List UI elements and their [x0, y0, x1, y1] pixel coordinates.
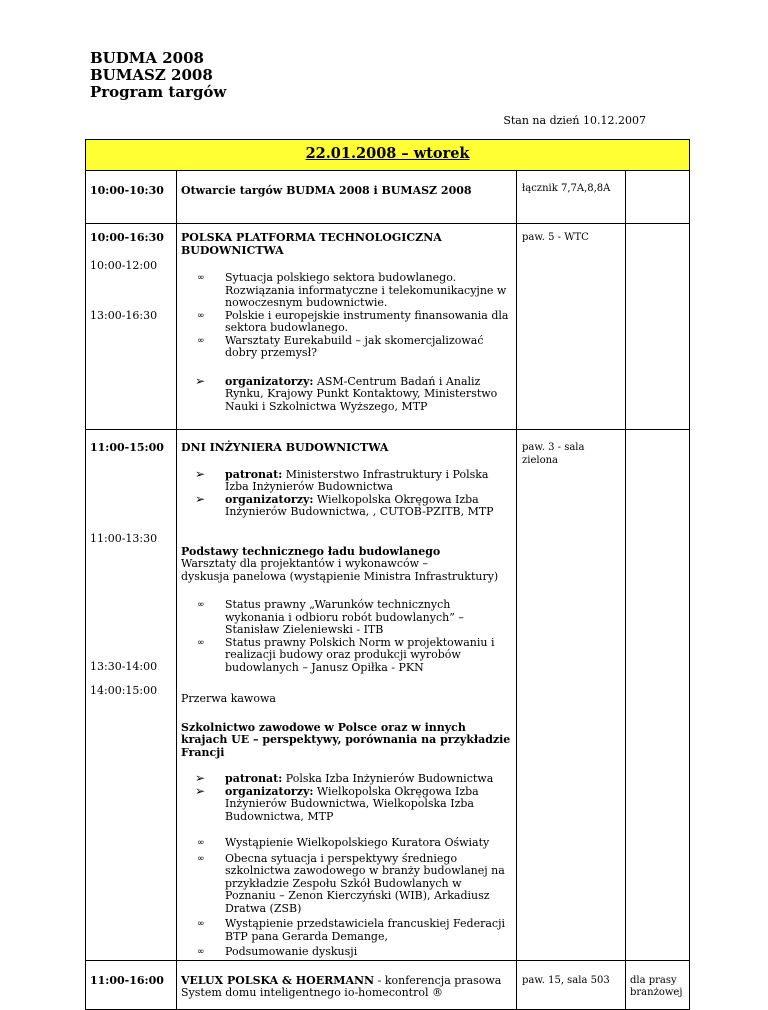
patron-label: patronat:	[225, 772, 283, 785]
organizers-label: organizatorzy:	[225, 374, 314, 388]
time-cell	[86, 171, 177, 224]
list-item	[225, 786, 512, 824]
list-item: ∞ Wystąpienie przedstawiciela francuskiej Federacji BTP pana Gerarda Demange,	[225, 918, 512, 943]
time-label: 11:00-16:00	[90, 973, 164, 987]
organizers-label: organizatorzy:	[225, 492, 314, 506]
list-item: ∞ Polskie i europejskie instrumenty finansowania dla sektora budowlanego.	[225, 310, 512, 335]
note-cell	[626, 430, 690, 961]
sub-time-label: 13:30-14:00	[90, 660, 158, 673]
event-title-rest: - konferencja prasowa	[374, 973, 502, 987]
organizers-text: Wielkopolska Okręgowa Izba Inżynierów Budownictwa, , CUTOB-PZITB, MTP	[225, 492, 494, 518]
topic-list	[181, 272, 512, 360]
place-cell	[517, 960, 626, 1009]
session-description: dyskusja panelowa (wystąpienie Ministra Infrastruktury)	[181, 569, 499, 583]
time-cell	[86, 224, 177, 430]
list-item: ∞ Warsztaty Eurekabuild – jak skomercjalizować dobry przemysł?	[225, 335, 512, 360]
list-item: ∞ Podsumowanie dyskusji	[225, 946, 512, 959]
program-table	[85, 139, 690, 1010]
note-cell	[626, 960, 690, 1009]
organizers-text: ASM-Centrum Badań i Analiz Rynku, Krajowy Punkt Kontaktowy, Ministerstwo Nauki i Szkolnictwa Wyższego, MTP	[225, 374, 498, 413]
organizers-label: organizatorzy:	[225, 784, 314, 798]
event-title: Otwarcie targów BUDMA 2008 i BUMASZ 2008	[181, 184, 472, 197]
event-cell	[177, 430, 517, 961]
time-cell	[86, 960, 177, 1009]
note-label: dla prasy branżowej	[630, 974, 683, 998]
day-title: 22.01.2008 – wtorek	[305, 145, 470, 163]
session-title: Przerwa kawowa	[181, 692, 276, 705]
day-header-cell	[86, 140, 690, 171]
sub-time-label: 14:00:15:00	[90, 683, 158, 697]
table-row	[86, 171, 690, 224]
sub-time-label: 10:00-12:00	[90, 258, 158, 272]
session-title: Szkolnictwo zawodowe w Polsce oraz w innych krajach UE – perspektywy, porównania na przykładzie Francji	[181, 720, 511, 759]
document-header	[90, 50, 226, 101]
table-row	[86, 430, 690, 961]
organizers-text: Wielkopolska Okręgowa Izba Inżynierów Budownictwa, Wielkopolska Izba Budownictwa, MTP	[225, 784, 479, 823]
event-title: VELUX POLSKA & HOERMANN	[181, 973, 375, 987]
session-title: Podstawy technicznego ładu budowlanego	[181, 544, 441, 558]
list-item	[225, 376, 512, 414]
place-cell	[517, 430, 626, 961]
time-label: 10:00-16:30	[90, 231, 164, 244]
event-subtitle: System domu inteligentnego io-homecontrol ®	[181, 986, 443, 999]
place-cell	[517, 224, 626, 430]
list-item: ∞ Status prawny „Warunków technicznych wykonania i odbioru robót budowlanych” – Stanisław Zieleniewski - ITB	[225, 599, 512, 637]
list-item	[225, 494, 512, 519]
event-cell	[177, 960, 517, 1009]
list-item: ∞ Status prawny Polskich Norm w projektowaniu i realizacji budowy oraz produkcji wyrobów budowlanych – Janusz Opiłka - PKN	[225, 637, 512, 675]
time-cell	[86, 430, 177, 961]
list-item	[225, 469, 512, 494]
event-cell	[177, 224, 517, 430]
table-row	[86, 960, 690, 1009]
place-label: łącznik 7,7A,8,8A	[522, 183, 611, 194]
note-cell	[626, 224, 690, 430]
status-date: Stan na dzień 10.12.2007	[503, 114, 646, 127]
time-label: 11:00-15:00	[90, 441, 164, 454]
patron-text: Polska Izba Inżynierów Budownictwa	[282, 772, 494, 785]
topic-list	[181, 599, 512, 674]
place-label: paw. 5 - WTC	[522, 232, 589, 243]
note-cell	[626, 171, 690, 224]
header-line-1: BUDMA 2008	[90, 49, 204, 67]
list-item: ∞ Wystąpienie Wielkopolskiego Kuratora Oświaty	[225, 837, 512, 850]
event-cell	[177, 171, 517, 224]
header-line-3: Program targów	[90, 83, 227, 101]
event-title: DNI INŻYNIERA BUDOWNICTWA	[181, 441, 389, 454]
sub-time-label: 13:00-16:30	[90, 309, 158, 322]
organizer-list	[181, 773, 512, 823]
list-item: ∞ Obecna sytuacja i perspektywy średniego szkolnictwa zawodowego w branży budowlanej na przykładzie Zespołu Szkół Budowlanych w Poznaniu – Zenon Kierczyński (WIB), Arkadiusz Dratwa (ZSB)	[225, 853, 512, 916]
place-label: paw. 15, sala 503	[522, 974, 610, 986]
day-header-row	[86, 140, 690, 171]
event-title: POLSKA PLATFORMA TECHNOLOGICZNA BUDOWNICTWA	[181, 231, 442, 257]
organizer-list	[181, 376, 512, 414]
patron-text: Ministerstwo Infrastruktury i Polska Izba Inżynierów Budownictwa	[225, 467, 489, 493]
topic-list	[181, 837, 512, 959]
place-label: paw. 3 - sala zielona	[522, 442, 585, 466]
patron-label: patronat:	[225, 467, 283, 481]
header-line-2: BUMASZ 2008	[90, 66, 213, 84]
sub-time-label: 11:00-13:30	[90, 531, 158, 545]
organizer-list	[181, 469, 512, 519]
time-label: 10:00-10:30	[90, 184, 164, 197]
place-cell	[517, 171, 626, 224]
session-description: Warsztaty dla projektantów i wykonawców –	[181, 557, 429, 570]
table-row	[86, 224, 690, 430]
list-item: ∞ Sytuacja polskiego sektora budowlanego. Rozwiązania informatyczne i telekomunikacyjne w nowoczesnym budownictwie.	[225, 272, 512, 310]
